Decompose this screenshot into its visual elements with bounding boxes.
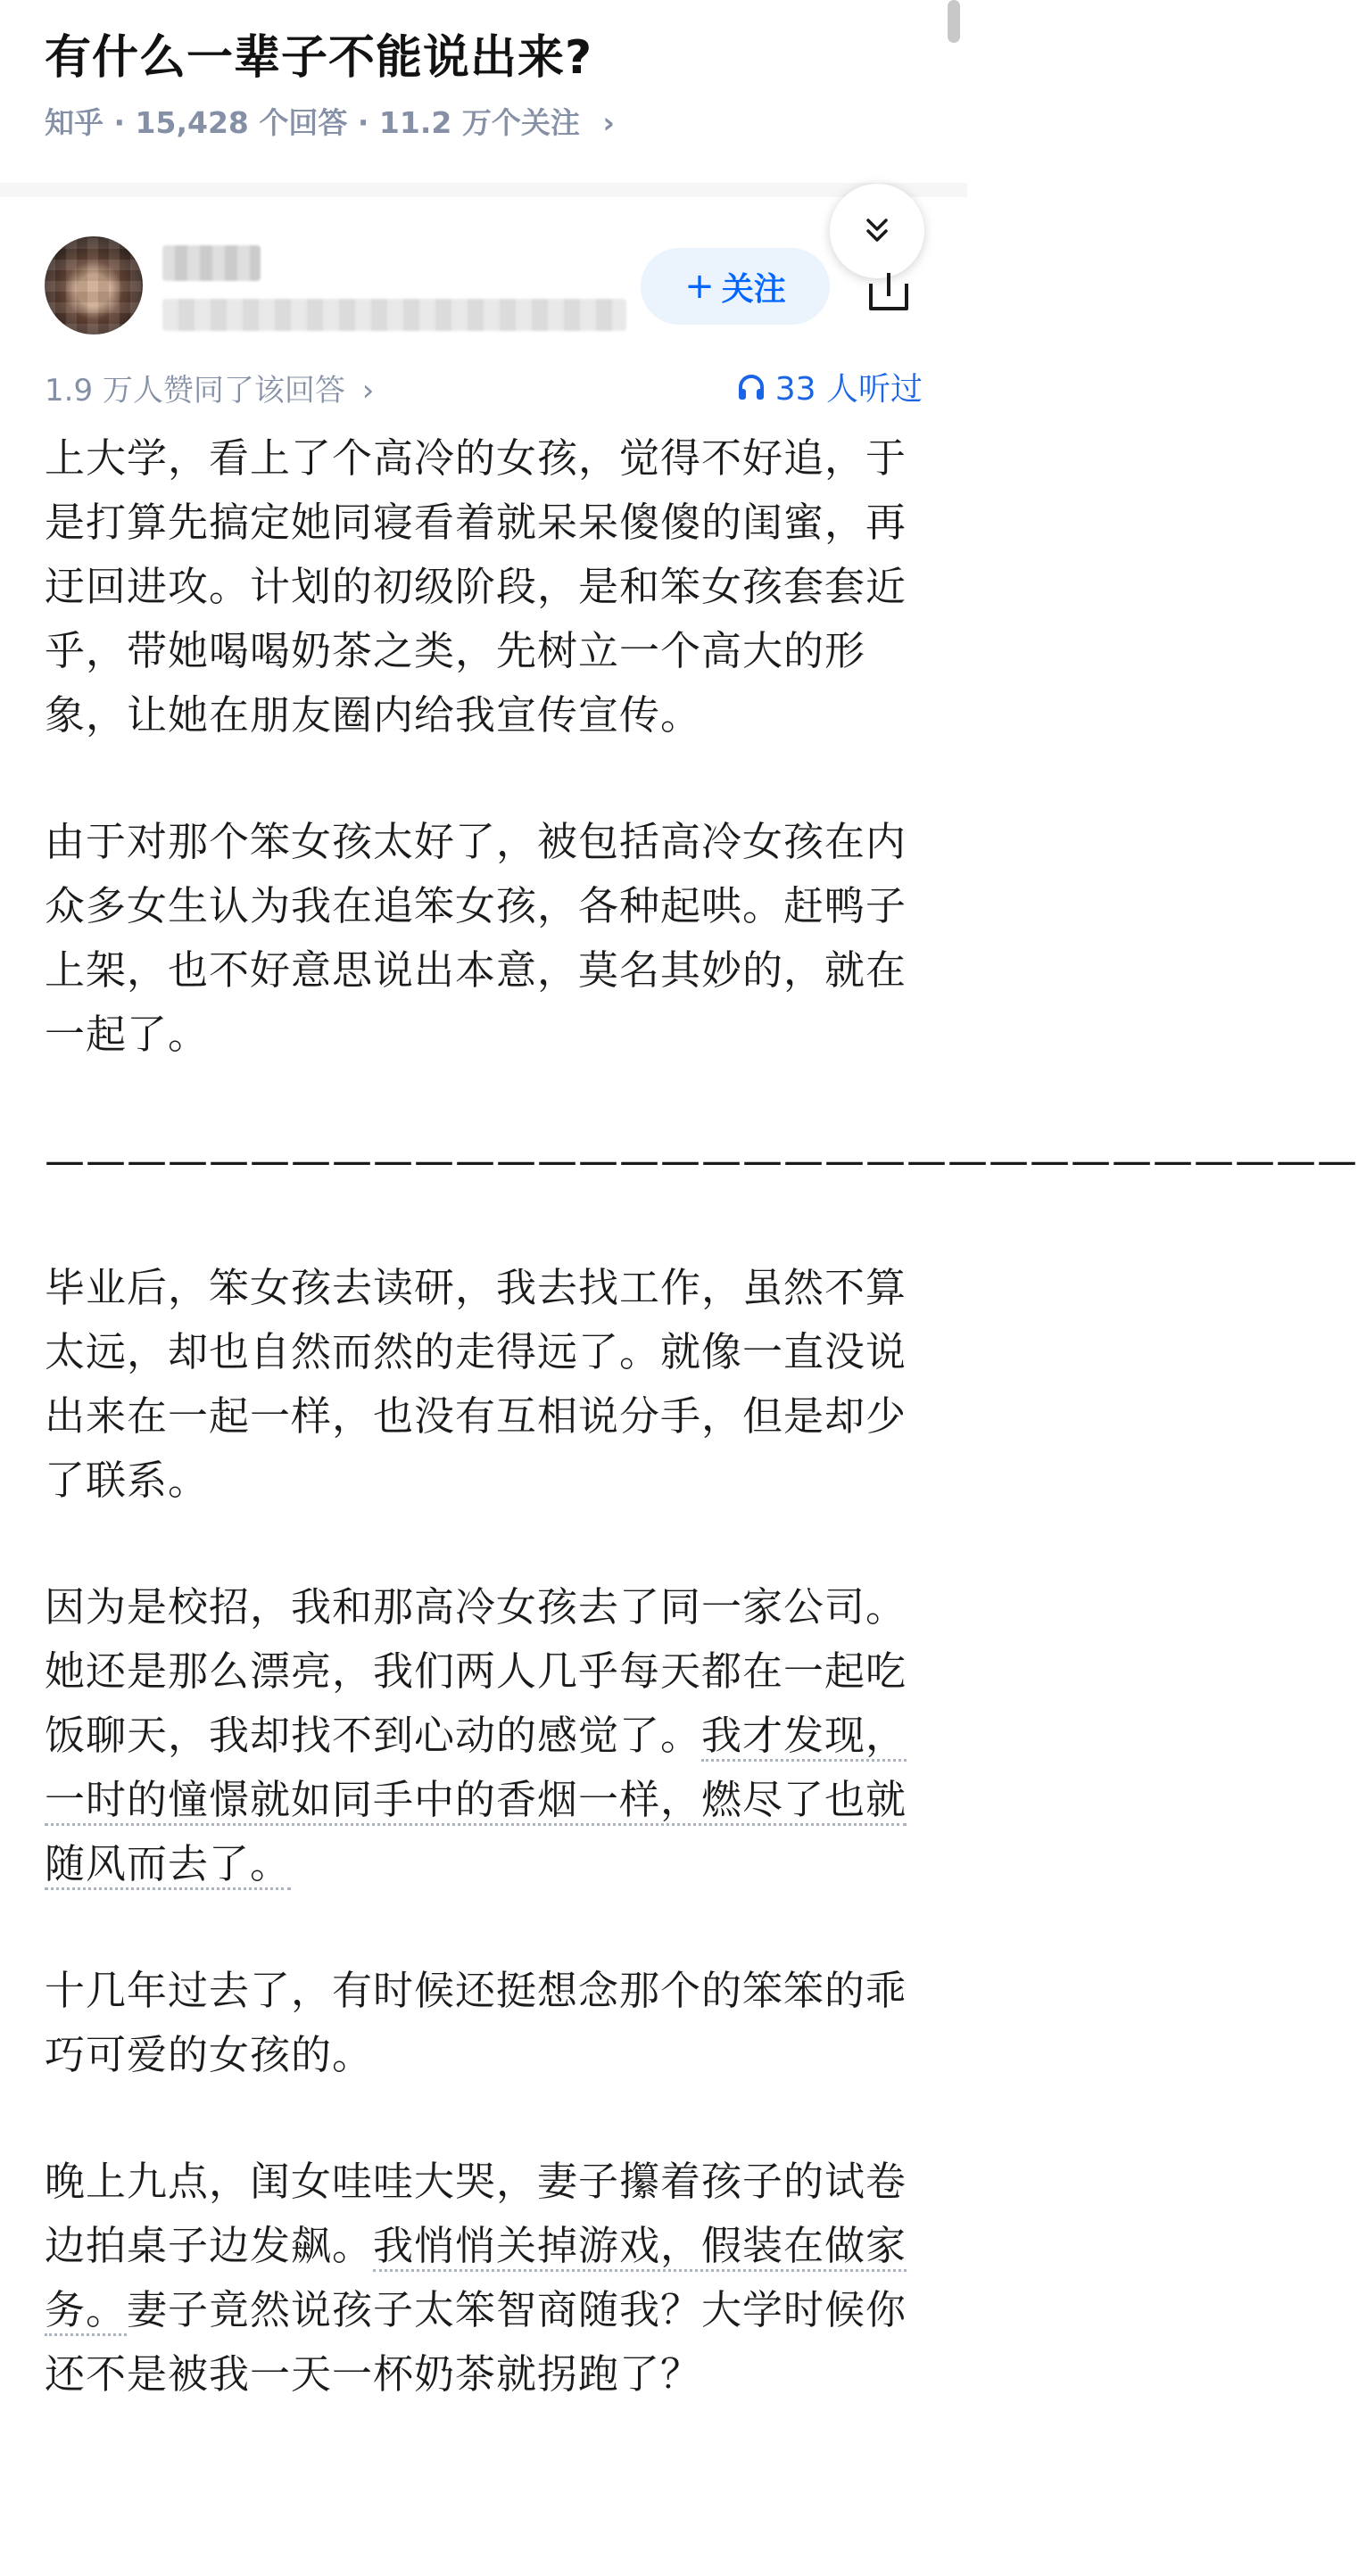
collapse-button[interactable] — [830, 184, 924, 278]
highlighted-text[interactable]: 我悄悄关掉游戏，假装在做家务。 — [45, 2222, 907, 2336]
follow-button[interactable] — [641, 248, 830, 325]
vote-count[interactable]: 1.9 万人赞同了该回答 › — [45, 373, 375, 409]
avatar[interactable] — [45, 236, 143, 334]
share-icon[interactable] — [864, 266, 914, 316]
headphones-icon — [736, 372, 766, 402]
scrollbar-thumb[interactable] — [948, 0, 960, 43]
chevron-right-icon: › — [361, 373, 375, 409]
answer-paragraph: 晚上九点，闺女哇哇大哭，妻子攥着孩子的试卷边拍桌子边发飙。我悄悄关掉游戏，假装在做家务。妻子竟然说孩子太笨智商随我？大学时候你还不是被我一天一杯奶茶就拐跑了？ — [45, 2158, 907, 2398]
source-label: 知乎 — [45, 105, 104, 140]
answer-paragraph: 因为是校招，我和那高冷女孩去了同一家公司。她还是那么漂亮，我们两人几乎每天都在一起吃饭聊天，我却找不到心动的感觉了。我才发现，一时的憧憬就如同手中的香烟一样，燃尽了也就随风而去了。 — [45, 1575, 928, 1896]
listen-count[interactable]: 33 人听过 — [736, 364, 923, 409]
question-meta[interactable]: 知乎 · 15,428 个回答 · 11.2 万个关注 › — [45, 105, 615, 140]
section-divider — [0, 183, 967, 197]
follow-label: 关注 — [721, 270, 786, 308]
answer-paragraph: 由于对那个笨女孩太好了，被包括高冷女孩在内众多女生认为我在追笨女孩，各种起哄。赶鸭子上架，也不好意思说出本意，莫名其妙的，就在一起了。 — [45, 818, 907, 1058]
author-bio-blurred — [162, 299, 626, 331]
author-name-blurred[interactable] — [162, 245, 261, 281]
double-chevron-down-icon — [859, 213, 895, 249]
follower-count: 11.2 万个关注 — [378, 105, 580, 140]
answer-paragraph: 十几年过去了，有时候还挺想念那个的笨笨的乖巧可爱的女孩的。 — [45, 1967, 907, 2078]
chevron-right-icon: › — [602, 105, 615, 140]
plus-icon: + — [684, 266, 715, 307]
answer-count: 15,428 个回答 — [135, 105, 348, 140]
answer-content — [45, 426, 1358, 2469]
question-title[interactable]: 有什么一辈子不能说出来? — [45, 31, 593, 85]
separator-line: ———————————————————————————————— — [45, 1137, 1358, 1185]
highlighted-text[interactable]: 我才发现，一时的憧憬就如同手中的香烟一样，燃尽了也就随风而去了。 — [45, 1712, 907, 1890]
answer-paragraph: 上大学，看上了个高冷的女孩，觉得不好追，于是打算先搞定她同寝看着就呆呆傻傻的闺蜜，再迂回进攻。计划的初级阶段，是和笨女孩套套近乎，带她喝喝奶茶之类，先树立一个高大的形象，让她在朋友圈内给我宣传宣传。 — [45, 434, 907, 739]
answer-paragraph: 毕业后，笨女孩去读研，我去找工作，虽然不算太远，却也自然而然的走得远了。就像一直没说出来在一起一样，也没有互相说分手，但是却少了联系。 — [45, 1264, 907, 1504]
